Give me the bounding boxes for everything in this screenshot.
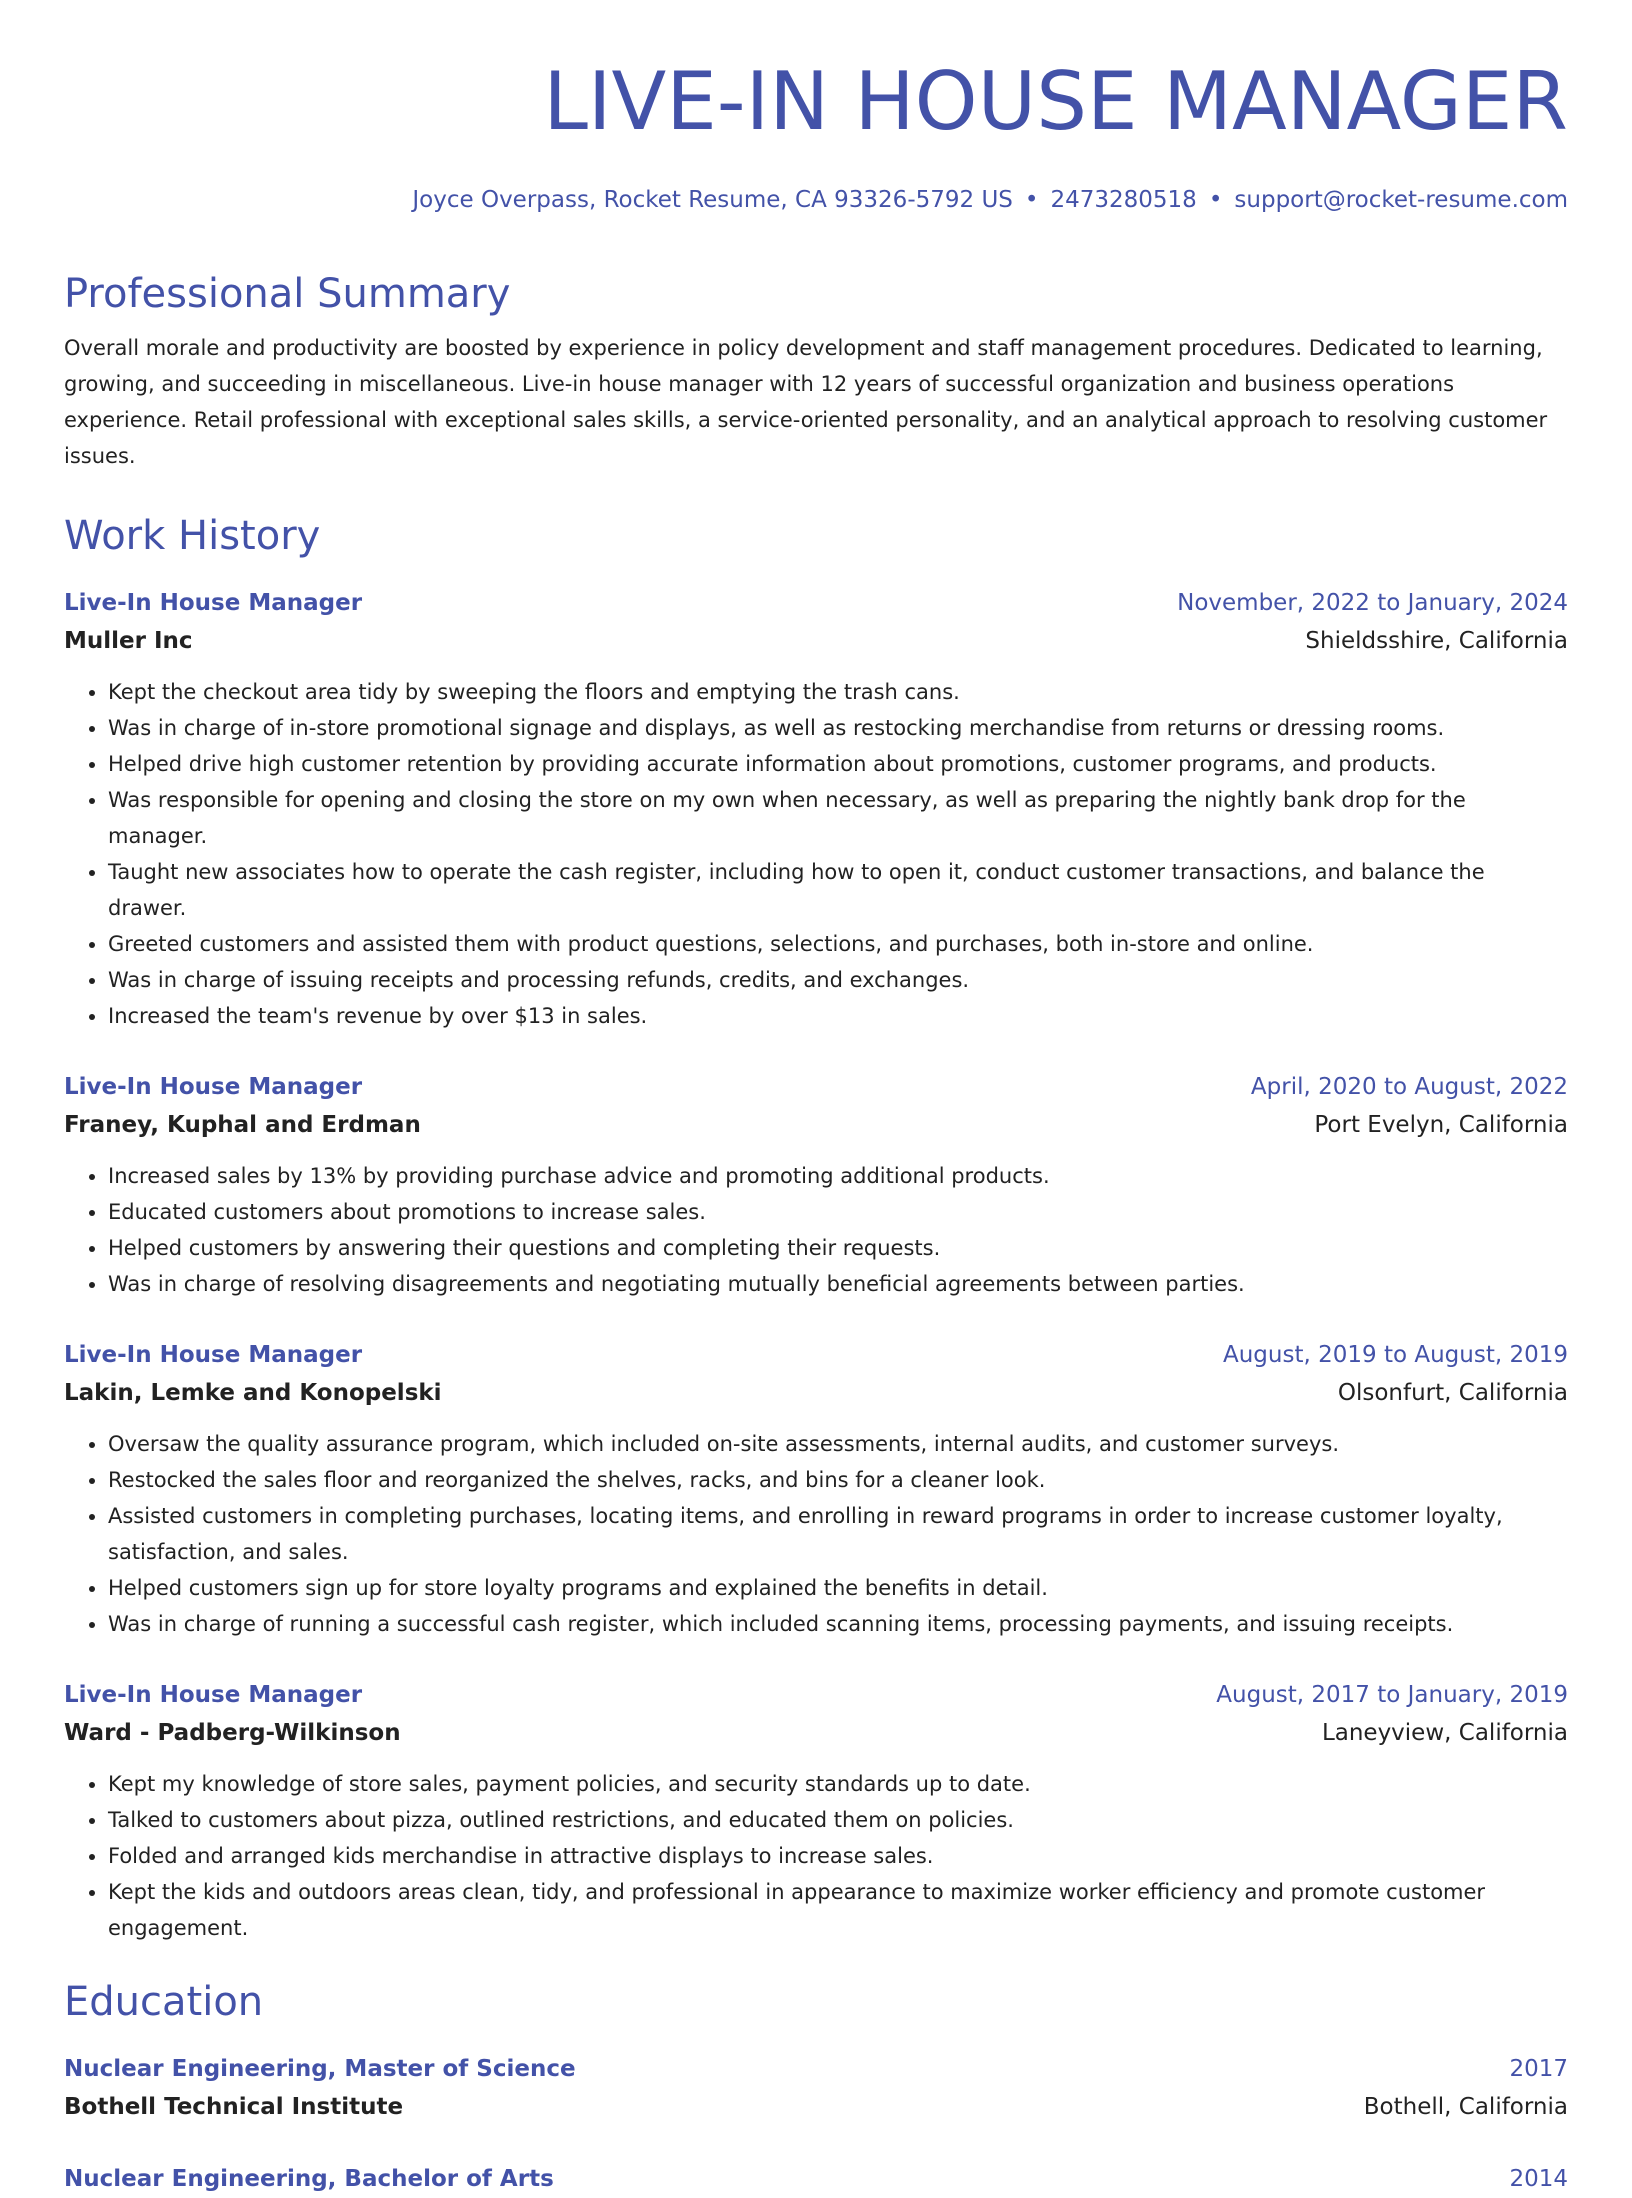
section-heading-summary: Professional Summary <box>64 271 511 317</box>
job-dates: November, 2022 to January, 2024 <box>1177 590 1568 616</box>
job-bullet: • Was in charge of running a successful cash register, which included scanning items, processing payments, and issuing receipts. <box>108 1606 1568 1642</box>
education-year: 2017 <box>1509 2056 1568 2082</box>
job-entry <box>64 1676 1568 1946</box>
education-degree: Nuclear Engineering, Master of Science <box>64 2056 576 2082</box>
education-header-row <box>64 2050 1568 2088</box>
job-bullet: • Helped customers sign up for store loyalty programs and explained the benefits in detail. <box>108 1570 1568 1606</box>
job-role: Live-In House Manager <box>64 1074 363 1100</box>
job-bullet: • Was in charge of in-store promotional signage and displays, as well as restocking merchandise from returns or dressing rooms. <box>108 710 1568 746</box>
education-header-row <box>64 2160 1568 2198</box>
education-year: 2014 <box>1509 2166 1568 2192</box>
job-location: Port Evelyn, California <box>1314 1112 1568 1138</box>
job-location: Laneyview, California <box>1321 1720 1568 1746</box>
job-role: Live-In House Manager <box>64 590 363 616</box>
job-bullet: • Folded and arranged kids merchandise in attractive displays to increase sales. <box>108 1838 1568 1874</box>
job-bullet: • Was responsible for opening and closing the store on my own when necessary, as well as preparing the nightly bank drop for the manager. <box>108 782 1568 854</box>
job-header-row <box>64 1068 1568 1106</box>
job-bullet: • Kept the kids and outdoors areas clean, tidy, and professional in appearance to maximize worker efficiency and promote customer engagement. <box>108 1874 1568 1946</box>
job-bullet: • Helped customers by answering their questions and completing their requests. <box>108 1230 1568 1266</box>
job-company: Muller Inc <box>64 628 193 654</box>
contact-address: Joyce Overpass, Rocket Resume, CA 93326-5792 US <box>412 187 1013 213</box>
education-school-row <box>64 2088 1568 2126</box>
job-dates: August, 2019 to August, 2019 <box>1223 1342 1568 1368</box>
job-bullet: • Talked to customers about pizza, outlined restrictions, and educated them on policies. <box>108 1802 1568 1838</box>
education-degree: Nuclear Engineering, Bachelor of Arts <box>64 2166 554 2192</box>
education-entry <box>64 2050 1568 2126</box>
job-dates: April, 2020 to August, 2022 <box>1250 1074 1568 1100</box>
job-header-row <box>64 584 1568 622</box>
work-history-section <box>64 510 1568 1946</box>
job-company-row <box>64 1106 1568 1144</box>
summary-text: Overall morale and productivity are boosted by experience in policy development and staff management procedures. Dedicated to learning, growing, and succeeding in miscellaneous. Live-in house manager with 12 years of successful organization and business operations experience. Retail professional with exceptional sales skills, a service-oriented personality, and an analytical approach to resolving customer issues. <box>64 336 1548 468</box>
professional-summary-section <box>64 268 1568 474</box>
job-entry <box>64 1336 1568 1642</box>
job-bullet: • Greeted customers and assisted them with product questions, selections, and purchases, both in-store and online. <box>108 926 1568 962</box>
education-school: Bothell Technical Institute <box>64 2094 404 2120</box>
job-header-row <box>64 1336 1568 1374</box>
job-bullet: • Helped drive high customer retention by providing accurate information about promotions, customer programs, and products. <box>108 746 1568 782</box>
job-location: Shieldsshire, California <box>1305 628 1568 654</box>
job-bullet: • Kept my knowledge of store sales, payment policies, and security standards up to date. <box>108 1766 1568 1802</box>
job-company: Ward - Padberg-Wilkinson <box>64 1720 401 1746</box>
job-bullet: • Restocked the sales floor and reorganized the shelves, racks, and bins for a cleaner look. <box>108 1462 1568 1498</box>
job-bullets <box>64 674 1568 1034</box>
job-bullets <box>64 1426 1568 1642</box>
job-bullets <box>64 1766 1568 1946</box>
job-bullet: • Was in charge of issuing receipts and processing refunds, credits, and exchanges. <box>108 962 1568 998</box>
job-company-row <box>64 1374 1568 1412</box>
education-entry <box>64 2160 1568 2198</box>
job-entry <box>64 584 1568 1034</box>
contact-separator: • <box>1024 187 1039 213</box>
job-bullet: • Increased sales by 13% by providing purchase advice and promoting additional products. <box>108 1158 1568 1194</box>
job-bullet: • Oversaw the quality assurance program, which included on-site assessments, internal audits, and customer surveys. <box>108 1426 1568 1462</box>
job-company-row <box>64 1714 1568 1752</box>
job-bullet: • Taught new associates how to operate the cash register, including how to open it, conduct customer transactions, and balance the drawer. <box>108 854 1568 926</box>
education-section <box>64 1976 1568 2198</box>
contact-line <box>64 184 1568 216</box>
job-bullet: • Was in charge of resolving disagreements and negotiating mutually beneficial agreements between parties. <box>108 1266 1568 1302</box>
section-heading-education: Education <box>64 1979 264 2025</box>
section-heading-work: Work History <box>64 513 321 559</box>
job-role: Live-In House Manager <box>64 1342 363 1368</box>
job-location: Olsonfurt, California <box>1337 1380 1568 1406</box>
job-company-row <box>64 622 1568 660</box>
job-role: Live-In House Manager <box>64 1682 363 1708</box>
job-header-row <box>64 1676 1568 1714</box>
resume-header <box>64 0 1568 216</box>
job-bullet: • Increased the team's revenue by over $13 in sales. <box>108 998 1568 1034</box>
job-company: Lakin, Lemke and Konopelski <box>64 1380 442 1406</box>
job-company: Franey, Kuphal and Erdman <box>64 1112 421 1138</box>
contact-email: support@rocket-resume.com <box>1234 187 1568 213</box>
job-bullet: • Kept the checkout area tidy by sweeping the floors and emptying the trash cans. <box>108 674 1568 710</box>
page-title: LIVE-IN HOUSE MANAGER <box>543 55 1568 148</box>
contact-phone: 2473280518 <box>1050 187 1197 213</box>
job-bullets <box>64 1158 1568 1302</box>
job-dates: August, 2017 to January, 2019 <box>1216 1682 1568 1708</box>
job-entry <box>64 1068 1568 1302</box>
job-bullet: • Assisted customers in completing purchases, locating items, and enrolling in reward programs in order to increase customer loyalty, satisfaction, and sales. <box>108 1498 1568 1570</box>
job-bullet: • Educated customers about promotions to increase sales. <box>108 1194 1568 1230</box>
contact-separator: • <box>1208 187 1223 213</box>
education-location: Bothell, California <box>1363 2094 1568 2120</box>
